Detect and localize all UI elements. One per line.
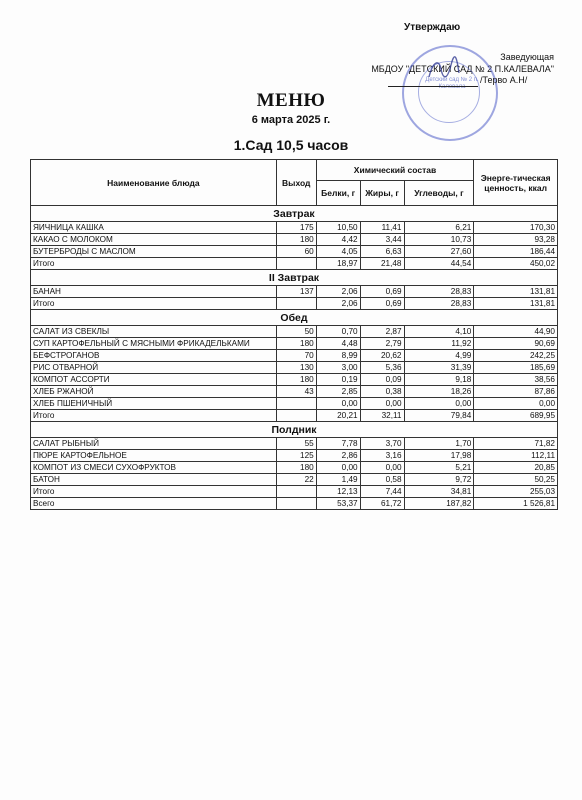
table-row — [31, 222, 558, 234]
group-title: 1.Сад 10,5 часов — [233, 137, 349, 153]
carbs-value: 79,84 — [404, 410, 474, 422]
signature-line — [388, 86, 478, 87]
section-title: Завтрак — [31, 206, 558, 222]
stamp-text: Детский сад № 2 п. Калевала — [425, 77, 479, 90]
dish-output: 180 — [276, 462, 316, 474]
dish-name: Итого — [31, 298, 277, 310]
table-row — [31, 474, 558, 486]
energy-value: 20,85 — [474, 462, 558, 474]
fat-value: 0,69 — [360, 298, 404, 310]
dish-output: 70 — [276, 350, 316, 362]
menu-table-body — [31, 206, 558, 510]
protein-value: 4,42 — [316, 234, 360, 246]
energy-value: 689,95 — [474, 410, 558, 422]
fat-value: 0,00 — [360, 462, 404, 474]
dish-output: 180 — [276, 234, 316, 246]
fat-value: 5,36 — [360, 362, 404, 374]
carbs-value: 5,21 — [404, 462, 474, 474]
dish-name: Итого — [31, 486, 277, 498]
table-row — [31, 258, 558, 270]
fat-value: 21,48 — [360, 258, 404, 270]
dish-name: БАТОН — [31, 474, 277, 486]
dish-name: БУТЕРБРОДЫ С МАСЛОМ — [31, 246, 277, 258]
table-row — [31, 298, 558, 310]
header-output: Выход — [276, 160, 316, 206]
table-row — [31, 374, 558, 386]
dish-name: Итого — [31, 258, 277, 270]
carbs-value: 9,18 — [404, 374, 474, 386]
protein-value: 4,05 — [316, 246, 360, 258]
protein-value: 0,70 — [316, 326, 360, 338]
protein-value: 0,00 — [316, 462, 360, 474]
dish-output — [276, 258, 316, 270]
table-row — [31, 350, 558, 362]
table-row — [31, 386, 558, 398]
fat-value: 2,79 — [360, 338, 404, 350]
protein-value: 1,49 — [316, 474, 360, 486]
energy-value: 170,30 — [474, 222, 558, 234]
section-row — [31, 270, 558, 286]
header-fat: Жиры, г — [360, 181, 404, 206]
protein-value: 20,21 — [316, 410, 360, 422]
energy-value: 242,25 — [474, 350, 558, 362]
dish-output: 43 — [276, 386, 316, 398]
table-row — [31, 286, 558, 298]
dish-name: БЕФСТРОГАНОВ — [31, 350, 277, 362]
fat-value: 0,09 — [360, 374, 404, 386]
protein-value: 2,06 — [316, 298, 360, 310]
table-row — [31, 398, 558, 410]
fat-value: 11,41 — [360, 222, 404, 234]
protein-value: 4,48 — [316, 338, 360, 350]
carbs-value: 34,81 — [404, 486, 474, 498]
energy-value: 93,28 — [474, 234, 558, 246]
dish-output: 125 — [276, 450, 316, 462]
approval-org: МБДОУ "ДЕТСКИЙ САД № 2 П.КАЛЕВАЛА" — [371, 64, 554, 74]
section-row — [31, 206, 558, 222]
carbs-value: 17,98 — [404, 450, 474, 462]
protein-value: 7,78 — [316, 438, 360, 450]
dish-name: САЛАТ РЫБНЫЙ — [31, 438, 277, 450]
carbs-value: 4,99 — [404, 350, 474, 362]
protein-value: 2,86 — [316, 450, 360, 462]
dish-name: Всего — [31, 498, 277, 510]
table-row — [31, 450, 558, 462]
dish-name: КАКАО С МОЛОКОМ — [31, 234, 277, 246]
header-name: Наименование блюда — [31, 160, 277, 206]
dish-output — [276, 498, 316, 510]
table-row — [31, 462, 558, 474]
energy-value: 71,82 — [474, 438, 558, 450]
dish-output — [276, 486, 316, 498]
dish-output — [276, 298, 316, 310]
dish-output — [276, 410, 316, 422]
carbs-value: 18,26 — [404, 386, 474, 398]
dish-name: РИС ОТВАРНОЙ — [31, 362, 277, 374]
energy-value: 255,03 — [474, 486, 558, 498]
fat-value: 3,70 — [360, 438, 404, 450]
carbs-value: 187,82 — [404, 498, 474, 510]
protein-value: 3,00 — [316, 362, 360, 374]
menu-date: 6 марта 2025 г. — [251, 114, 331, 126]
fat-value: 0,58 — [360, 474, 404, 486]
energy-value: 44,90 — [474, 326, 558, 338]
energy-value: 90,69 — [474, 338, 558, 350]
handwritten-signature — [425, 55, 463, 85]
table-row — [31, 438, 558, 450]
approve-label: Утверждаю — [404, 22, 461, 33]
energy-value: 112,11 — [474, 450, 558, 462]
dish-name: ХЛЕБ ПШЕНИЧНЫЙ — [31, 398, 277, 410]
dish-output: 175 — [276, 222, 316, 234]
menu-table — [30, 159, 558, 510]
carbs-value: 44,54 — [404, 258, 474, 270]
energy-value: 185,69 — [474, 362, 558, 374]
table-row — [31, 234, 558, 246]
fat-value: 32,11 — [360, 410, 404, 422]
dish-name: ХЛЕБ РЖАНОЙ — [31, 386, 277, 398]
carbs-value: 6,21 — [404, 222, 474, 234]
table-row — [31, 498, 558, 510]
carbs-value: 11,92 — [404, 338, 474, 350]
carbs-value: 31,39 — [404, 362, 474, 374]
dish-name: БАНАН — [31, 286, 277, 298]
table-row — [31, 362, 558, 374]
dish-name: КОМПОТ ИЗ СМЕСИ СУХОФРУКТОВ — [31, 462, 277, 474]
carbs-value: 28,83 — [404, 298, 474, 310]
menu-title: МЕНЮ — [256, 90, 326, 111]
dish-name: ЯИЧНИЦА КАШКА — [31, 222, 277, 234]
dish-output: 50 — [276, 326, 316, 338]
energy-value: 131,81 — [474, 286, 558, 298]
energy-value: 0,00 — [474, 398, 558, 410]
fat-value: 2,87 — [360, 326, 404, 338]
dish-name: САЛАТ ИЗ СВЕКЛЫ — [31, 326, 277, 338]
protein-value: 0,00 — [316, 398, 360, 410]
protein-value: 10,50 — [316, 222, 360, 234]
protein-value: 53,37 — [316, 498, 360, 510]
dish-output: 60 — [276, 246, 316, 258]
dish-name: Итого — [31, 410, 277, 422]
carbs-value: 28,83 — [404, 286, 474, 298]
fat-value: 0,38 — [360, 386, 404, 398]
carbs-value: 27,60 — [404, 246, 474, 258]
protein-value: 8,99 — [316, 350, 360, 362]
protein-value: 2,85 — [316, 386, 360, 398]
energy-value: 1 526,81 — [474, 498, 558, 510]
fat-value: 20,62 — [360, 350, 404, 362]
fat-value: 3,44 — [360, 234, 404, 246]
table-row — [31, 410, 558, 422]
carbs-value: 10,73 — [404, 234, 474, 246]
dish-output: 180 — [276, 338, 316, 350]
section-title: II Завтрак — [31, 270, 558, 286]
header-protein: Белки, г — [316, 181, 360, 206]
protein-value: 12,13 — [316, 486, 360, 498]
dish-output: 55 — [276, 438, 316, 450]
protein-value: 0,19 — [316, 374, 360, 386]
energy-value: 38,56 — [474, 374, 558, 386]
dish-output: 180 — [276, 374, 316, 386]
table-row — [31, 246, 558, 258]
protein-value: 2,06 — [316, 286, 360, 298]
table-row — [31, 486, 558, 498]
dish-output — [276, 398, 316, 410]
energy-value: 131,81 — [474, 298, 558, 310]
carbs-value: 1,70 — [404, 438, 474, 450]
fat-value: 3,16 — [360, 450, 404, 462]
approval-signer: /Терво А.Н/ — [480, 75, 528, 85]
fat-value: 0,00 — [360, 398, 404, 410]
energy-value: 450,02 — [474, 258, 558, 270]
dish-output: 22 — [276, 474, 316, 486]
energy-value: 87,86 — [474, 386, 558, 398]
fat-value: 6,63 — [360, 246, 404, 258]
header-carbs: Углеводы, г — [404, 181, 474, 206]
table-row — [31, 326, 558, 338]
header-energy: Энерге-тическая ценность, ккал — [474, 160, 558, 206]
protein-value: 18,97 — [316, 258, 360, 270]
energy-value: 50,25 — [474, 474, 558, 486]
approval-position: Заведующая — [500, 52, 554, 62]
dish-name: СУП КАРТОФЕЛЬНЫЙ С МЯСНЫМИ ФРИКАДЕЛЬКАМИ — [31, 338, 277, 350]
section-row — [31, 310, 558, 326]
carbs-value: 0,00 — [404, 398, 474, 410]
carbs-value: 9,72 — [404, 474, 474, 486]
dish-name: КОМПОТ АССОРТИ — [31, 374, 277, 386]
header-chem: Химический состав — [316, 160, 474, 181]
dish-output: 137 — [276, 286, 316, 298]
dish-output: 130 — [276, 362, 316, 374]
table-row — [31, 338, 558, 350]
fat-value: 0,69 — [360, 286, 404, 298]
section-title: Полдник — [31, 422, 558, 438]
energy-value: 186,44 — [474, 246, 558, 258]
dish-name: ПЮРЕ КАРТОФЕЛЬНОЕ — [31, 450, 277, 462]
section-title: Обед — [31, 310, 558, 326]
carbs-value: 4,10 — [404, 326, 474, 338]
fat-value: 7,44 — [360, 486, 404, 498]
section-row — [31, 422, 558, 438]
fat-value: 61,72 — [360, 498, 404, 510]
